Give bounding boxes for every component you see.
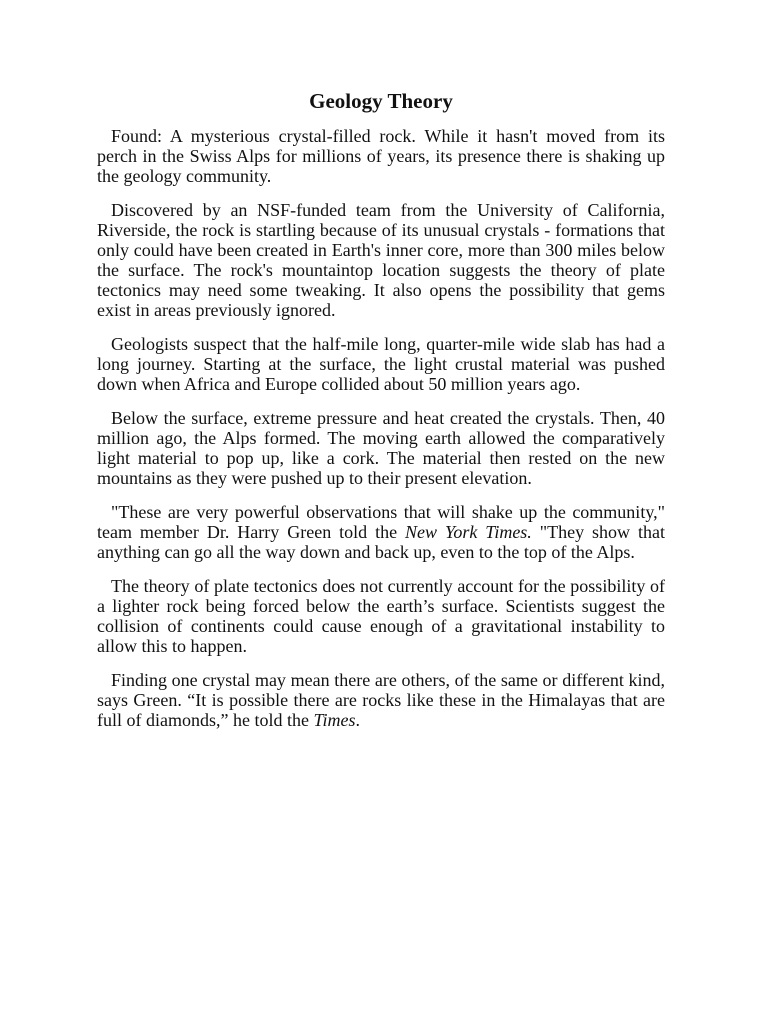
paragraph-5 xyxy=(97,502,665,562)
paragraph-5-text-end: "They show that anything can go all the way down and back up, even to the top of the Alps. xyxy=(97,522,665,562)
paragraph-3: Geologists suspect that the half-mile long, quarter-mile wide slab has had a long journey. Starting at the surface, the light crustal material was pushed down when Africa and Europe collided about 50 million years ago. xyxy=(97,334,665,394)
document-page xyxy=(97,86,665,744)
publication-name: New York Times. xyxy=(405,522,532,542)
paragraph-7-text-start: Finding one crystal may mean there are others, of the same or different kind, says Green. “It is possible there are rocks like these in the Himalayas that are full of diamonds,” he told the xyxy=(97,670,665,730)
paragraph-5-text-start: "These are very powerful observations that will shake up the community," team member Dr. Harry Green told the xyxy=(97,502,665,542)
paragraph-7-text-end: . xyxy=(355,710,360,730)
paragraph-7 xyxy=(97,670,665,730)
publication-name-short: Times xyxy=(313,710,356,730)
paragraph-4: Below the surface, extreme pressure and heat created the crystals. Then, 40 million ago, the Alps formed. The moving earth allowed the comparatively light material to pop up, like a cork. The material then rested on the new mountains as they were pushed up to their present elevation. xyxy=(97,408,665,488)
paragraph-6: The theory of plate tectonics does not currently account for the possibility of a lighter rock being forced below the earth’s surface. Scientists suggest the collision of continents could cause enough of a gravitational instability to allow this to happen. xyxy=(97,576,665,656)
paragraph-1: Found: A mysterious crystal-filled rock. While it hasn't moved from its perch in the Swiss Alps for millions of years, its presence there is shaking up the geology community. xyxy=(97,126,665,186)
page-title: Geology Theory xyxy=(309,89,453,113)
paragraph-2: Discovered by an NSF-funded team from the University of California, Riverside, the rock is startling because of its unusual crystals - formations that only could have been created in Earth's inner core, more than 300 miles below the surface. The rock's mountaintop location suggests the theory of plate tectonics may need some tweaking. It also opens the possibility that gems exist in areas previously ignored. xyxy=(97,200,665,320)
